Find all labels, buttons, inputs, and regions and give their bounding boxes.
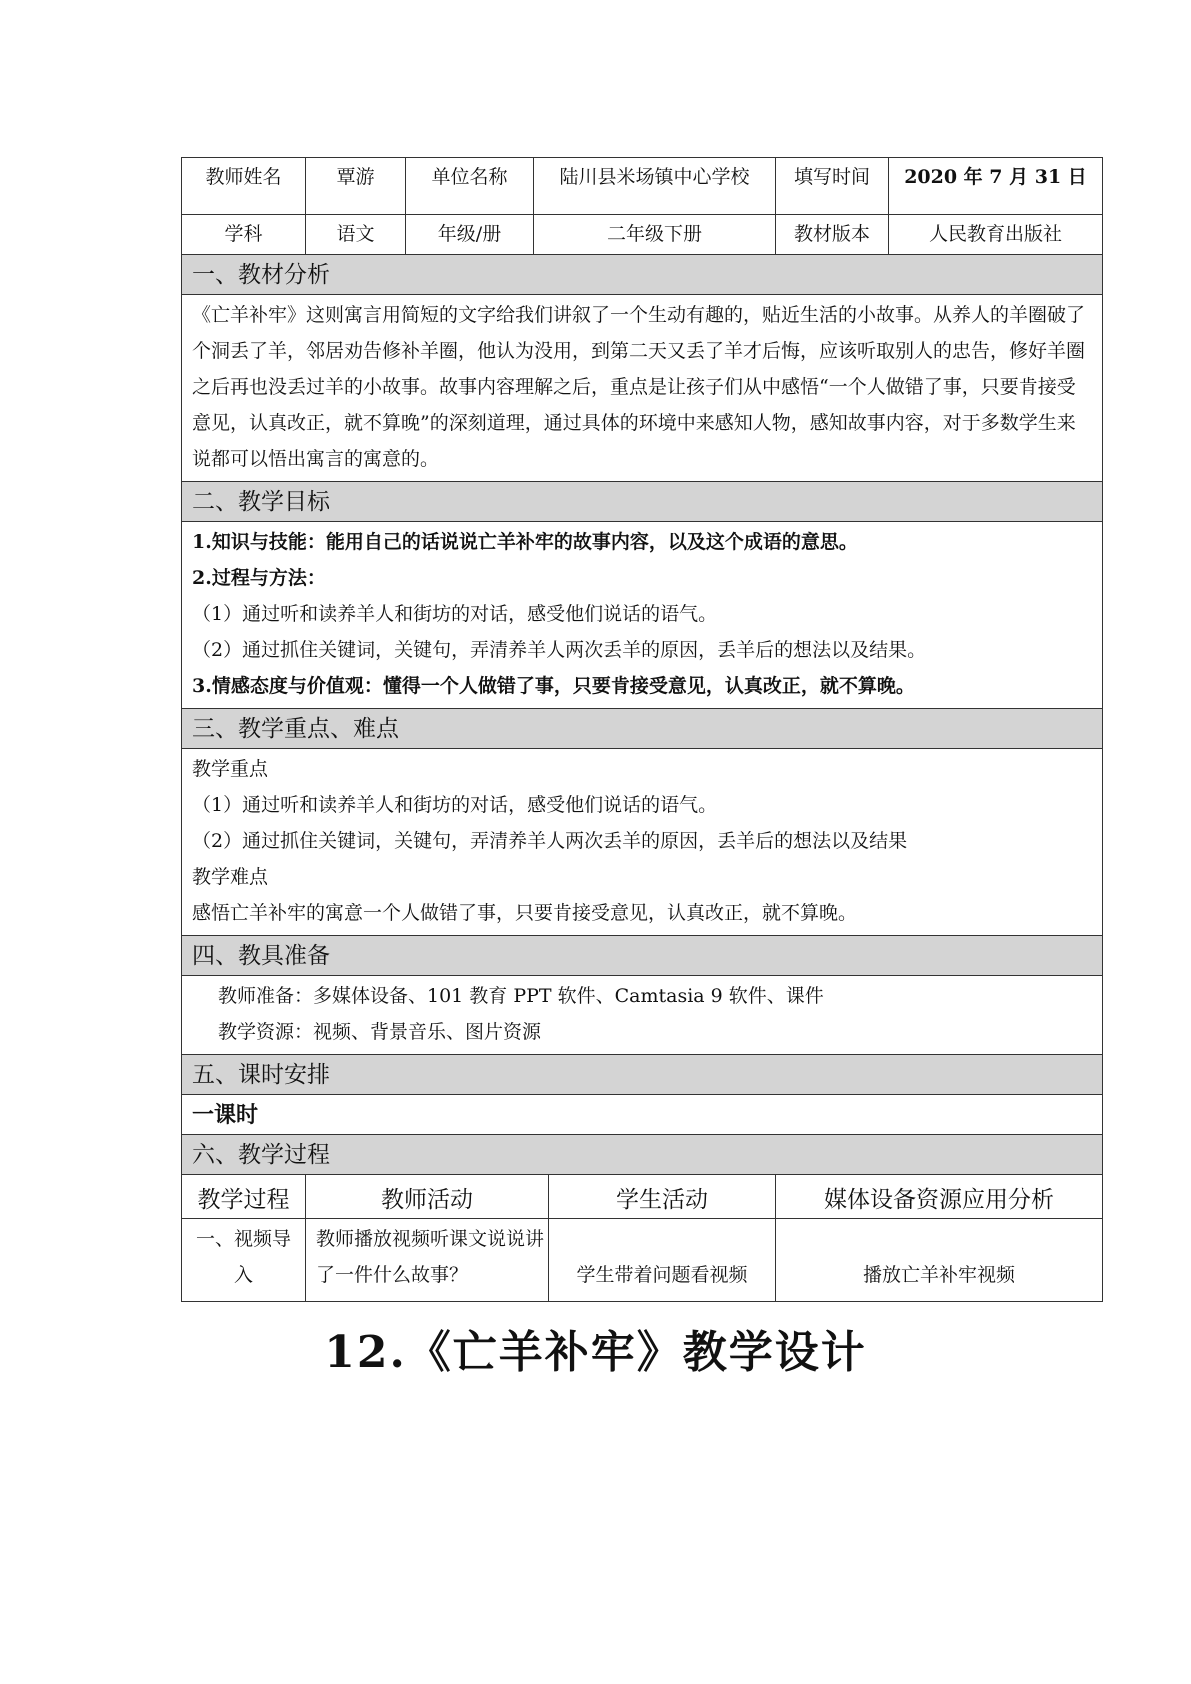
objective-line: 2.过程与方法： [192, 567, 326, 589]
section-heading-objectives: 二、教学目标 [182, 482, 1102, 522]
key-point-line: （1）通过听和读养羊人和街坊的对话，感受他们说话的语气。 [192, 794, 718, 816]
process-teacher-activity: 教师播放视频听课文说说讲了一件什么故事？ [306, 1219, 549, 1301]
textbook-analysis-text: 《亡羊补牢》这则寓言用简短的文字给我们讲叙了一个生动有趣的，贴近生活的小故事。从养人的羊圈破了个洞丢了羊，邻居劝告修补羊圈，他认为没用，到第二天又丢了羊才后悔，应该听取别人的忠告，修好羊圈之后再也没丢过羊的小故事。故事内容理解之后，重点是让孩子们从中感悟“一个人做错了事，只要肯接受意见，认真改正，就不算晚”的深刻道理，通过具体的环境中来感知人物，感知故事内容，对于多数学生来说都可以悟出寓言的寓意的。 [192, 304, 1086, 470]
objectives-body [182, 522, 1102, 709]
subject-label: 学科 [182, 215, 306, 254]
section-heading-key-points: 三、教学重点、难点 [182, 709, 1102, 749]
objective-line: 3.情感态度与价值观：懂得一个人做错了事，只要肯接受意见，认真改正，就不算晚。 [192, 675, 915, 697]
key-point-line: 感悟亡羊补牢的寓意一个人做错了事，只要肯接受意见，认真改正，就不算晚。 [192, 902, 858, 924]
objective-line: 1.知识与技能：能用自己的话说说亡羊补牢的故事内容，以及这个成语的意思。 [192, 531, 858, 553]
section-heading-textbook-analysis: 一、教材分析 [182, 255, 1102, 295]
process-col-teacher: 教师活动 [306, 1175, 549, 1218]
materials-line: 教师准备：多媒体设备、101 教育 PPT 软件、Camtasia 9 软件、课件 [218, 985, 824, 1007]
school-value: 陆川县米场镇中心学校 [534, 158, 776, 214]
key-point-line: 教学重点 [192, 758, 269, 780]
process-col-student: 学生活动 [549, 1175, 776, 1218]
materials-line: 教学资源：视频、背景音乐、图片资源 [218, 1021, 542, 1043]
date-value: 2020 年 7 月 31 日 [904, 166, 1087, 188]
lesson-plan-table [181, 157, 1103, 1302]
subject-value: 语文 [306, 215, 406, 254]
objective-line: （1）通过听和读养羊人和街坊的对话，感受他们说话的语气。 [192, 603, 718, 625]
materials-body [182, 976, 1102, 1055]
teacher-name-label: 教师姓名 [182, 158, 306, 214]
textbook-analysis-body [182, 295, 1102, 482]
section-heading-process: 六、教学过程 [182, 1135, 1102, 1175]
table-row [182, 1219, 1102, 1301]
key-point-line: （2）通过抓住关键词，关键句，弄清养羊人两次丢羊的原因，丢羊后的想法以及结果 [192, 830, 908, 852]
key-point-line: 教学难点 [192, 866, 269, 888]
info-row-1 [182, 158, 1102, 215]
teacher-name-value: 覃游 [306, 158, 406, 214]
edition-value: 人民教育出版社 [928, 223, 1062, 245]
process-stage: 一、视频导入 [182, 1219, 306, 1301]
process-header-row [182, 1175, 1102, 1219]
section-heading-schedule: 五、课时安排 [182, 1055, 1102, 1095]
grade-label: 年级/册 [406, 215, 534, 254]
process-media-analysis: 播放亡羊补牢视频 [862, 1264, 1015, 1286]
info-row-2 [182, 215, 1102, 255]
date-label: 填写时间 [776, 158, 889, 214]
document-title: 12.《亡羊补牢》教学设计 [324, 1327, 867, 1378]
section-heading-materials: 四、教具准备 [182, 936, 1102, 976]
objective-line: （2）通过抓住关键词，关键句，弄清养羊人两次丢羊的原因，丢羊后的想法以及结果。 [192, 639, 927, 661]
process-student-activity: 学生带着问题看视频 [549, 1219, 776, 1301]
process-col-stage: 教学过程 [182, 1175, 306, 1218]
grade-value: 二年级下册 [534, 215, 776, 254]
school-label: 单位名称 [406, 158, 534, 214]
schedule-value: 一课时 [182, 1095, 1102, 1135]
key-points-body [182, 749, 1102, 936]
process-col-media: 媒体设备资源应用分析 [824, 1187, 1054, 1213]
edition-label: 教材版本 [776, 215, 889, 254]
